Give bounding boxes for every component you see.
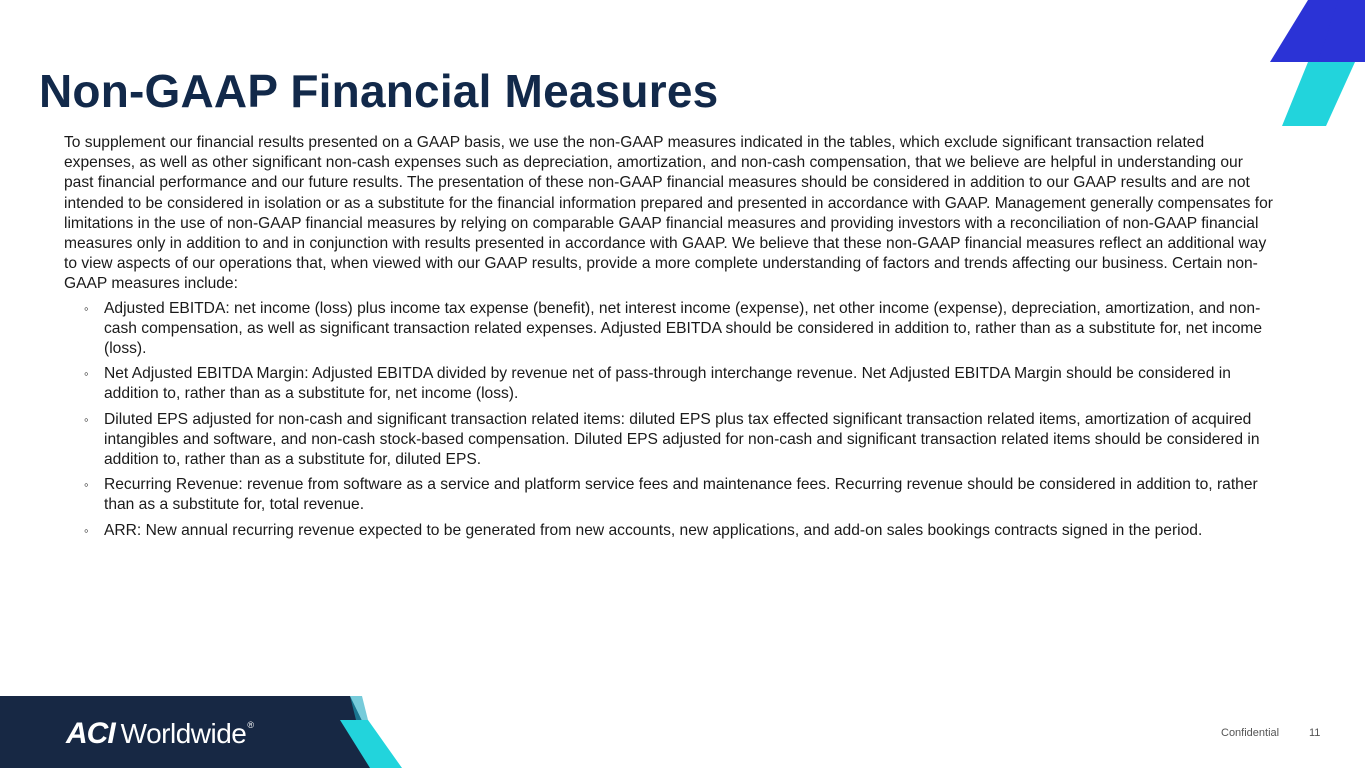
measures-list <box>64 299 1274 541</box>
aci-worldwide-logo <box>66 716 254 752</box>
list-item-adjusted-ebitda <box>64 299 1274 360</box>
list-item-text: Recurring Revenue: revenue from software as a service and platform service fees and maintenance fees. Recurring revenue should be considered in addition to, rather than as a substitute for, total revenue. <box>104 476 1258 514</box>
confidential-label: Confidential <box>1221 727 1280 739</box>
bullet-marker: ◦ <box>84 366 89 382</box>
teal-stripe-lower <box>1282 62 1355 126</box>
list-item-text: ARR: New annual recurring revenue expected to be generated from new accounts, new applications, and add-on sales bookings contracts signed in the period. <box>104 521 1203 539</box>
list-item-recurring-revenue <box>64 475 1274 515</box>
list-item-text: Net Adjusted EBITDA Margin: Adjusted EBITDA divided by revenue net of pass-through interchange revenue. Net Adjusted EBITDA Margin should be considered in addition to, rather than as a substitute for, net income (loss). <box>104 365 1231 403</box>
intro-paragraph: To supplement our financial results presented on a GAAP basis, we use the non-GAAP measures indicated in the tables, which exclude significant transaction related expenses, as well as other significant non-cash expenses such as depreciation, amortization, and non-cash compensation, that we believe are helpful in understanding our past financial performance and our future results. The presentation of these non-GAAP financial measures should be considered in addition to our GAAP results and are not intended to be considered in isolation or as a substitute for the financial information prepared and presented in accordance with GAAP. Management generally compensates for limitations in the use of non-GAAP financial measures by relying on comparable GAAP financial measures and providing investors with a reconciliation of non-GAAP financial measures only in addition to and in conjunction with results presented in accordance with GAAP. We believe that these non-GAAP financial measures reflect an additional way to view aspects of our operations that, when viewed with our GAAP results, provide a more complete understanding of factors and trends affecting our business. Certain non-GAAP measures include: <box>64 134 1273 293</box>
list-item-text: Diluted EPS adjusted for non-cash and significant transaction related items: diluted EPS plus tax effected significant transaction related items, amortization of acquired intangibles and software, and non-cash stock-based compensation. Diluted EPS adjusted for non-cash and significant transaction related items should be considered in addition to, rather than as a substitute for, diluted EPS. <box>104 410 1260 469</box>
bullet-marker: ◦ <box>84 522 89 538</box>
list-item-diluted-eps <box>64 410 1274 471</box>
list-item-net-adjusted-ebitda-margin <box>64 364 1274 404</box>
bullet-marker: ◦ <box>84 477 89 493</box>
slide-body <box>64 133 1274 546</box>
list-item-text: Adjusted EBITDA: net income (loss) plus income tax expense (benefit), net interest income (expense), net other income (expense), depreciation, amortization, and non-cash compensation, as well as significant transaction related expenses. Adjusted EBITDA should be considered in addition to, rather than as a substitute for, net income (loss). <box>104 299 1263 358</box>
page-number: 11 <box>1309 727 1321 739</box>
page-title: Non-GAAP Financial Measures <box>39 65 719 117</box>
logo-worldwide-text: Worldwide <box>120 718 247 749</box>
teal-stripe <box>1318 0 1365 62</box>
bullet-marker: ◦ <box>84 411 89 427</box>
bullet-marker: ◦ <box>84 300 89 316</box>
logo-aci-text: ACI <box>66 717 115 750</box>
blue-stripe <box>1270 0 1365 62</box>
logo-registered-mark: ® <box>247 720 255 730</box>
list-item-arr <box>64 521 1274 541</box>
